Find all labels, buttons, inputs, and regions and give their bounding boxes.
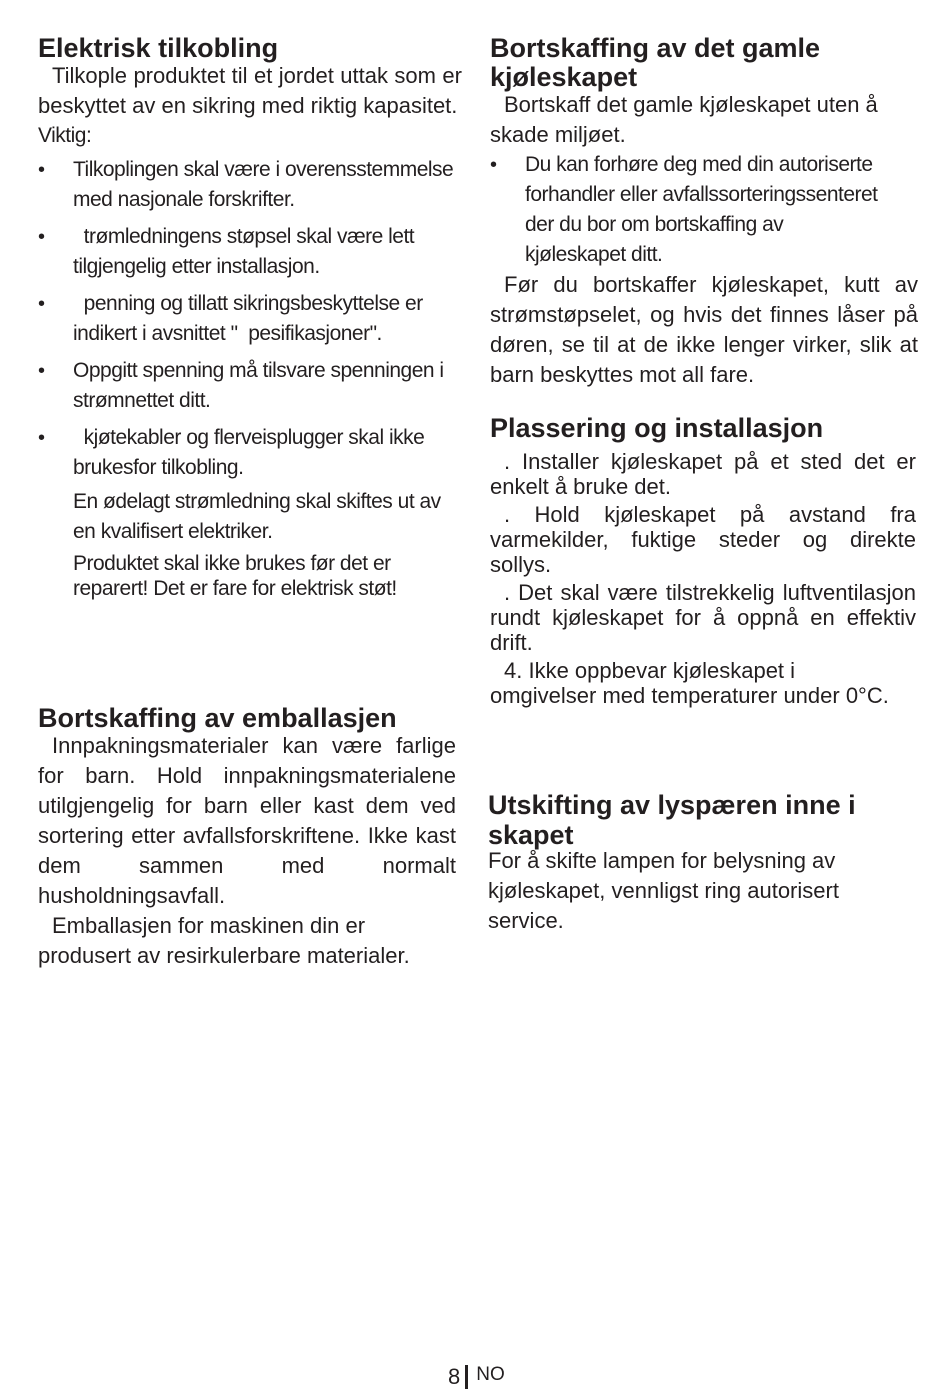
heading-plassering: Plassering og installasjon [490, 413, 824, 443]
bullet-item: • penning og tillatt sikringsbeskyttelse er indikert i avsnittet " pesifikasjoner". [38, 292, 429, 345]
heading-gamle: Bortskaffing av det gamle kjøleskapet [490, 33, 821, 92]
elektrisk-note-1: En ødelagt strømledning skal skiftes ut av en kvalifisert elektriker. [73, 490, 441, 543]
section-plassering [490, 414, 916, 708]
elektrisk-intro: Tilkople produktet til et jordet uttak som er beskyttet av en sikring med riktig kapasitet. [38, 63, 462, 118]
bullet-item: • kjøtekabler og flerveisplugger skal ikke brukesfor tilkobling. [38, 426, 430, 479]
section-gamle [490, 34, 918, 390]
elektrisk-note-2: Produktet skal ikke brukes før det er reparert! Det er fare for elektrisk støt! [73, 552, 397, 600]
footer-divider [465, 1365, 468, 1389]
bullet-item: • Oppgitt spenning må tilsvare spenningen i strømnettet ditt. [38, 359, 444, 412]
plassering-item: 4. Ikke oppbevar kjøleskapet i omgivelser med temperaturer under 0°C. [490, 658, 889, 708]
plassering-item: . Hold kjøleskapet på avstand fra varmekilder, fuktige steder og direkte sollys. [490, 502, 916, 577]
bullet-item: • Du kan forhøre deg med din autoriserte forhandler eller avfallssorteringssenteret der du bor om bortskaffing av kjøleskapet ditt. [490, 153, 878, 266]
gamle-p2: Før du bortskaffer kjøleskapet, kutt av strømstøpselet, og hvis det finnes låser på døren, se til at de ikke lenger virker, slik at barn beskyttes mot all fare. [490, 272, 918, 387]
plassering-item: . Det skal være tilstrekkelig luftventilasjon rundt kjøleskapet for å oppnå en effektiv drift. [490, 580, 916, 655]
elektrisk-bullets [38, 155, 462, 483]
language-code: NO [476, 1364, 505, 1385]
plassering-item: . Installer kjøleskapet på et sted det er enkelt å bruke det. [490, 449, 916, 499]
emballasje-p1: Innpakningsmaterialer kan være farlige for barn. Hold innpakningsmaterialene utilgjengelig for barn eller kast dem ved sortering etter avfallsforskriftene. Ikke kast dem sammen med normalt husholdningsavfall. [38, 733, 456, 908]
bullet-item: • Tilkoplingen skal være i overensstemmelse med nasjonale forskrifter. [38, 158, 454, 211]
emballasje-p2: Emballasjen for maskinen din er produsert av resirkulerbare materialer. [38, 913, 410, 968]
section-lyspaere [488, 790, 916, 936]
page-number: 8 [448, 1364, 461, 1389]
heading-emballasje: Bortskaffing av emballasjen [38, 703, 397, 733]
page-footer [448, 1364, 505, 1392]
bullet-item: • trømledningens støpsel skal være lett tilgjengelig etter installasjon. [38, 225, 420, 278]
gamle-intro: Bortskaff det gamle kjøleskapet uten å skade miljøet. [490, 92, 878, 147]
section-emballasje [38, 704, 462, 971]
heading-elektrisk: Elektrisk tilkobling [38, 33, 279, 63]
gamle-bullets [490, 150, 918, 270]
viktig-label: Viktig: [38, 124, 92, 147]
section-elektrisk [38, 34, 462, 601]
lyspaere-text: For å skifte lampen for belysning av kjøleskapet, vennligst ring autorisert service. [488, 848, 839, 933]
heading-lyspaere: Utskifting av lyspæren inne i skapet [488, 790, 856, 850]
